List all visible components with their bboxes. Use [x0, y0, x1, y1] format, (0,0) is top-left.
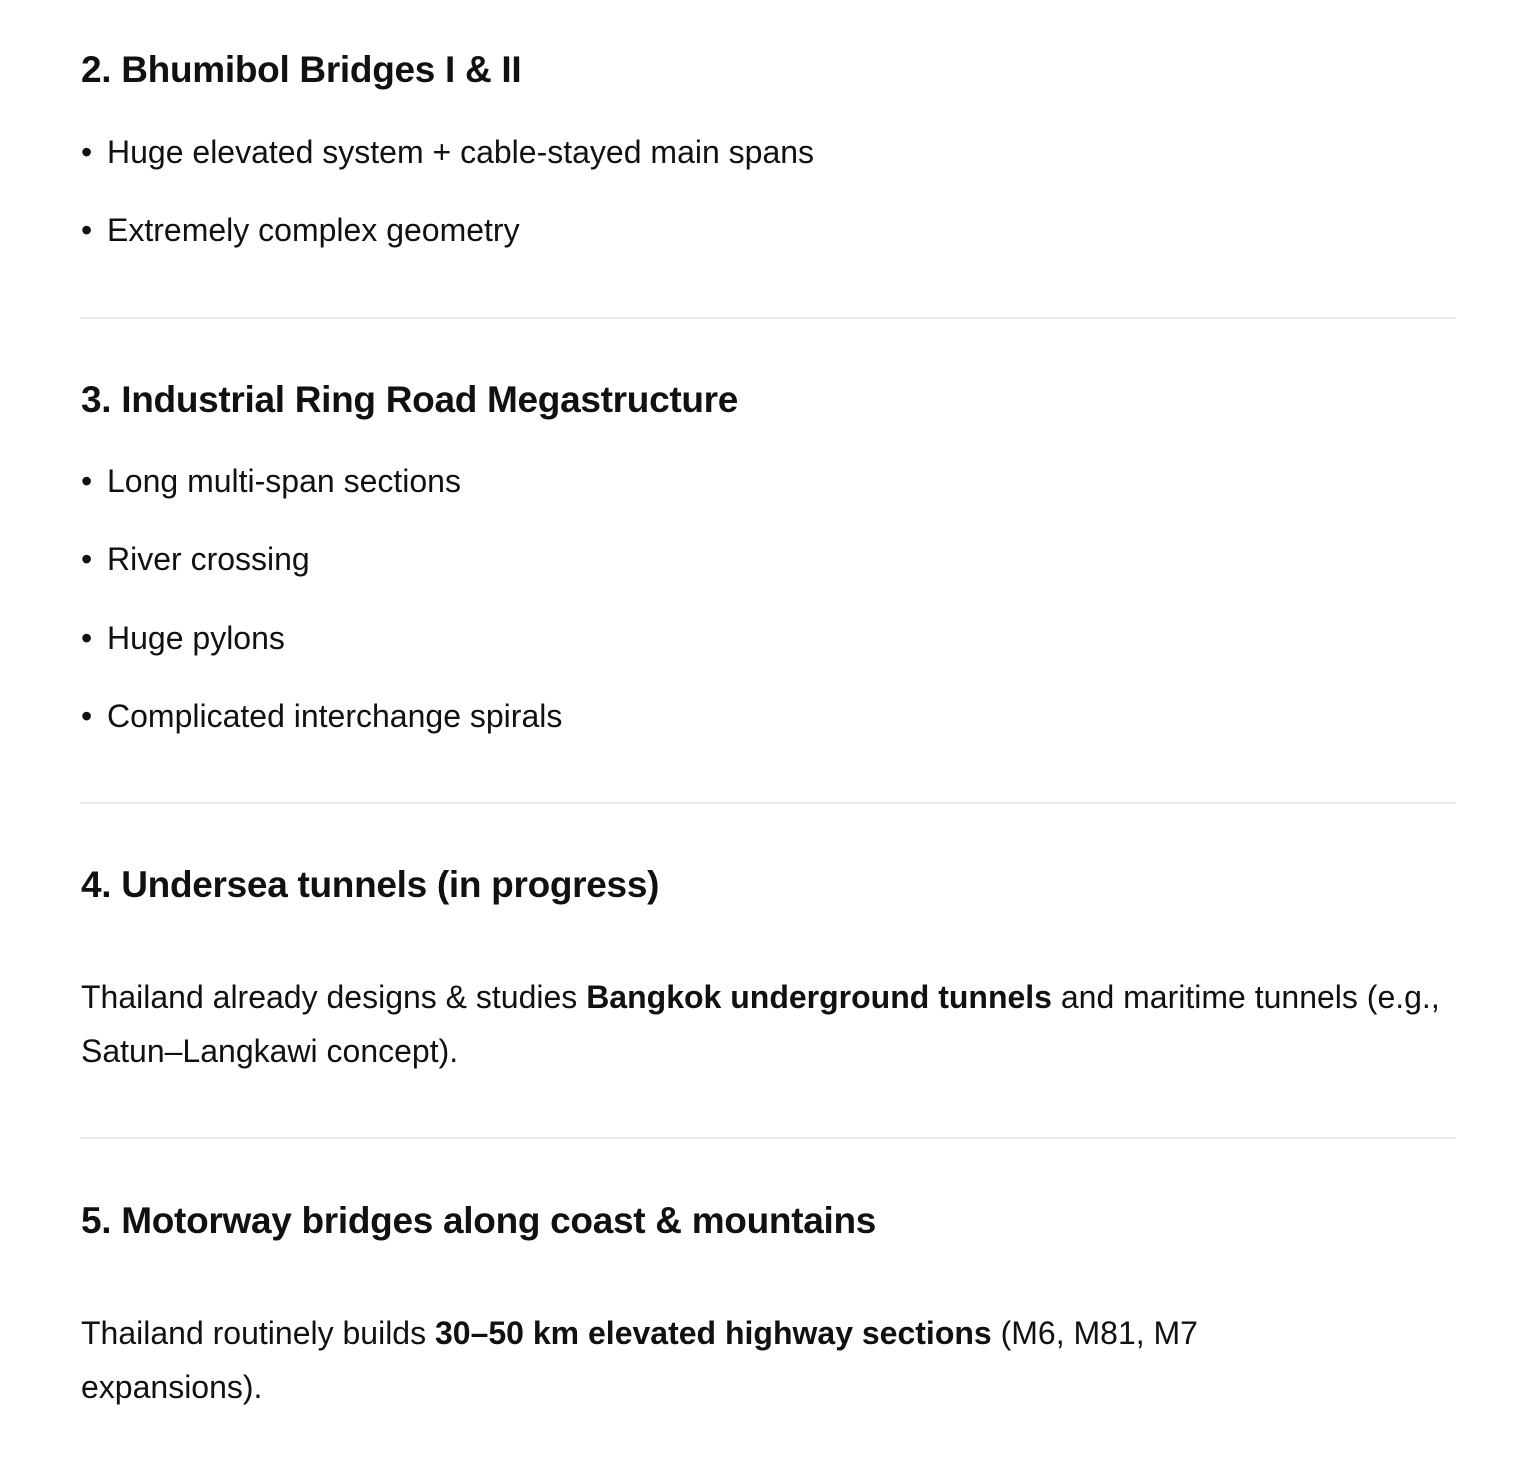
section-heading-bhumibol-bridges: 2. Bhumibol Bridges I & II	[81, 49, 522, 90]
bullet-icon: •	[81, 134, 93, 170]
bullet-icon: •	[81, 463, 93, 499]
list-item-text: Complicated interchange spirals	[107, 698, 563, 734]
list-item	[81, 211, 520, 249]
list-item	[81, 697, 562, 735]
paragraph-emphasis: 30–50 km elevated highway sections	[434, 1315, 992, 1351]
paragraph-text: Thailand already designs & studies	[81, 979, 587, 1015]
section-divider	[80, 317, 1456, 319]
section-heading-industrial-ring-road: 3. Industrial Ring Road Megastructure	[81, 379, 739, 420]
section-divider	[80, 1137, 1456, 1139]
bullet-icon: •	[81, 541, 93, 577]
list-item-text: Huge elevated system + cable-stayed main spans	[107, 134, 815, 170]
section-heading-motorway-bridges: 5. Motorway bridges along coast & mountains	[81, 1200, 877, 1241]
paragraph-text: (M6, M81, M7 expansions).	[81, 1315, 1198, 1405]
list-item-text: Long multi-span sections	[107, 463, 461, 499]
list-item	[81, 462, 461, 500]
list-item-text: Huge pylons	[107, 620, 285, 656]
list-item-text: River crossing	[107, 541, 310, 577]
paragraph-text: and maritime tunnels (e.g., Satun–Langkawi concept).	[81, 979, 1440, 1069]
section-heading-undersea-tunnels: 4. Undersea tunnels (in progress)	[81, 864, 660, 905]
bullet-icon: •	[81, 212, 93, 248]
section-paragraph	[81, 1306, 1321, 1414]
list-item	[81, 619, 285, 657]
list-item-text: Extremely complex geometry	[107, 212, 520, 248]
paragraph-text: Thailand routinely builds	[81, 1315, 435, 1351]
bullet-icon: •	[81, 698, 93, 734]
bullet-icon: •	[81, 620, 93, 656]
section-paragraph	[81, 970, 1461, 1078]
list-item	[81, 540, 310, 578]
section-divider	[80, 802, 1456, 804]
paragraph-emphasis: Bangkok underground tunnels	[586, 979, 1052, 1015]
list-item	[81, 133, 814, 171]
